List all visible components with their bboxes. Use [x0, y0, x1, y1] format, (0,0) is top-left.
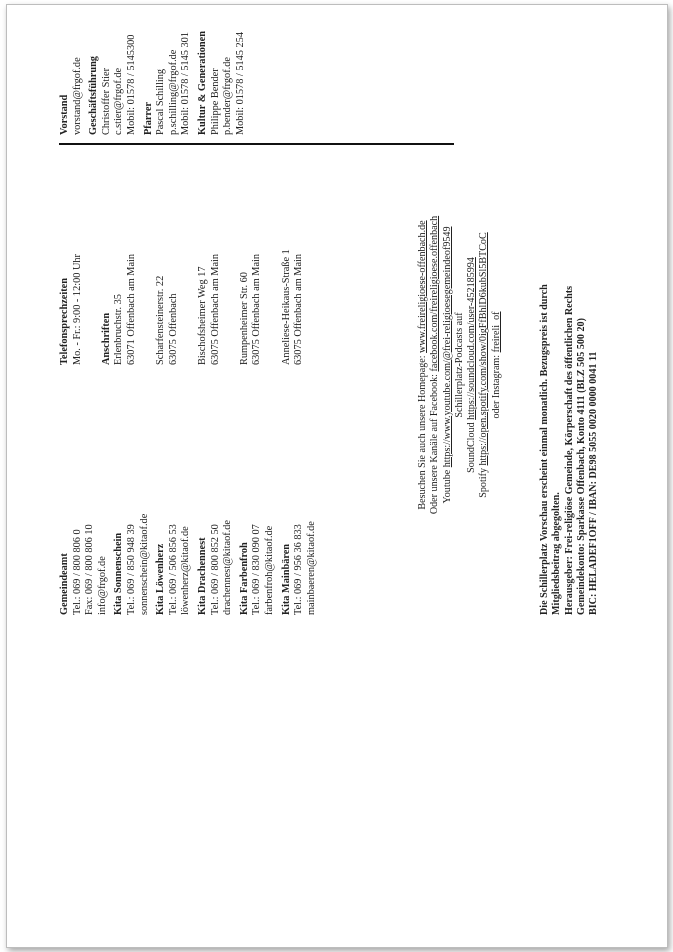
- kita-mail: farbenfroh@kitaof.de: [263, 525, 275, 615]
- gemeindeamt-fax: Fax: 069 / 800 806 10: [84, 524, 96, 615]
- kita-block-2: [197, 365, 235, 615]
- footer-line-1: Die Schillerplatz Vorschau erscheint einmal monatlich. Bezugspreis ist durch: [539, 284, 550, 615]
- kultur-name: Philippe Bender: [209, 68, 221, 135]
- soundcloud-line: [466, 115, 478, 615]
- kita-block-0: [113, 365, 151, 615]
- vorstand-block: [59, 15, 84, 135]
- rotated-content: [59, 15, 619, 615]
- document-page: [6, 4, 668, 948]
- facebook-link[interactable]: facebook.com/freireligioese.offenbach: [429, 215, 441, 372]
- kita-street: Anneliese-Heikaus-Straße 1: [280, 249, 292, 365]
- telefonsprechzeiten-block: [59, 145, 84, 365]
- kita-city: 63071 Offenbach am Main: [125, 253, 137, 365]
- kultur-mobil: Mobil: 01578 / 5145 254: [234, 32, 246, 135]
- soundcloud-link[interactable]: https://soundcloud.com/user-452185994: [466, 257, 478, 420]
- footer-line-2: Mitgliedsbeitrag abgegolten.: [551, 492, 563, 615]
- youtube-line: [442, 115, 454, 615]
- kita-tel: Tel.: 069 / 800 852 50: [209, 524, 221, 615]
- kita-street: Scharfensteinerstr. 22: [155, 275, 167, 365]
- kita-tel: Tel.: 069 / 850 948 39: [125, 524, 137, 615]
- kita-name: Kita Sonnenschein: [113, 532, 125, 615]
- spotify-line: [478, 115, 490, 615]
- kita-city: 63075 Offenbach am Main: [251, 253, 263, 365]
- kita-block-1: [155, 365, 193, 615]
- geschaeftsfuehrung-mobil: Mobil: 01578 / 5145300: [125, 34, 137, 135]
- homepage-link[interactable]: www.freireligioese-offenbach.de: [417, 220, 428, 353]
- gemeindeamt-mail: info@frgof.de: [96, 556, 108, 615]
- soundcloud-prefix: SoundCloud: [466, 419, 478, 473]
- youtube-link[interactable]: https://www.youtube.com/@frei-religioesegemeindeof9549: [441, 226, 453, 468]
- kita-mail: löwenherz@kitaof.de: [180, 526, 192, 615]
- kita-street: Erlenbruchstr. 35: [113, 294, 125, 365]
- kita-block-3: [239, 365, 277, 615]
- kultur-block: [197, 15, 247, 135]
- homepage-line: [417, 115, 429, 615]
- facebook-prefix: Oder unsere Kanäle auf Facebook:: [429, 371, 441, 515]
- kita-mail: sonnenschein@kitaof.de: [138, 513, 150, 615]
- telefonsprechzeiten-title: Telefonsprechzeiten: [59, 278, 70, 365]
- kita-city: 63075 Offenbach am Main: [293, 253, 305, 365]
- staff-column: [59, 15, 454, 145]
- kita-street: Rumpenheimer Str. 60: [238, 272, 250, 365]
- homepage-prefix: Besuchen Sie auch unsere Homepage:: [417, 352, 428, 510]
- anschrift-block-3: [239, 145, 277, 365]
- kita-tel: Tel.: 069 / 506 856 53: [167, 524, 179, 615]
- kultur-mail: p.bender@frgof.de: [222, 57, 234, 135]
- anschrift-block-1: [143, 145, 193, 365]
- gemeindeamt-tel: Tel.: 069 / 800 806 0: [71, 529, 83, 615]
- kita-mail: drachennest@kitaof.de: [222, 520, 234, 615]
- kita-city: 63075 Offenbach: [167, 293, 179, 365]
- pfarrer-mail: p.schilling@frgof.de: [167, 49, 179, 135]
- publication-footer: [539, 25, 600, 615]
- anschrift-block-0: [101, 145, 139, 365]
- addresses-column: [59, 145, 454, 365]
- footer-line-4: Gemeindekonto: Sparkasse Offenbach, Konto 4111 (BLZ 505 500 20): [575, 318, 587, 615]
- anschrift-block-4: [281, 145, 306, 365]
- kita-name: Kita Drachennest: [196, 537, 208, 615]
- instagram-link[interactable]: freireli_of: [490, 311, 502, 353]
- vorstand-title: Vorstand: [59, 94, 70, 135]
- pfarrer-name: Pascal Schilling: [155, 68, 167, 135]
- geschaeftsfuehrung-name: Christoffer Stier: [100, 67, 112, 135]
- kita-street: Bischofsheimer Weg 17: [196, 266, 208, 365]
- gemeindeamt-title: Gemeindeamt: [59, 553, 70, 615]
- gemeindeamt-block: [59, 365, 109, 615]
- kita-name: Kita Löwenherz: [155, 543, 167, 615]
- kita-tel: Tel.: 069 / 830 090 07: [251, 524, 263, 615]
- instagram-line: [491, 115, 503, 615]
- kita-name: Kita Mainbären: [280, 543, 292, 615]
- kita-tel: Tel.: 069 / 956 36 833: [293, 524, 305, 615]
- anschrift-block-2: [197, 145, 235, 365]
- spotify-prefix: Spotify: [478, 465, 490, 498]
- footer-line-5: BIC: HELADEF1OFF / IBAN: DE98 5055 0020 0000 0041 11: [588, 351, 600, 615]
- instagram-prefix: oder Instagram:: [490, 352, 502, 419]
- social-links: [417, 115, 503, 615]
- footer-line-3: Herausgeber: Frei-religiöse Gemeinde, Körperschaft des öffentlichen Rechts: [563, 286, 575, 615]
- pfarrer-mobil: Mobil: 01578 / 5145 301: [180, 32, 192, 135]
- telefonsprechzeiten-hours: Mo. - Fr.: 9:00 - 12:00 Uhr: [71, 254, 83, 365]
- vorstand-mail: vorstand@frgof.de: [71, 57, 83, 135]
- youtube-prefix: Youtube: [441, 467, 453, 504]
- pfarrer-block: [143, 15, 193, 135]
- kita-mail: mainbaeren@kitaof.de: [305, 521, 317, 615]
- geschaeftsfuehrung-title: Geschäftsführung: [88, 56, 100, 135]
- spotify-link[interactable]: https://open.spotify.com/show/0igFfBhlD6kubSl5BTCoC: [478, 232, 490, 466]
- geschaeftsfuehrung-mail: c.stier@frgof.de: [113, 67, 125, 135]
- kita-block-4: [281, 365, 319, 615]
- contact-grid: [59, 15, 454, 615]
- anschriften-title: Anschriften: [100, 312, 112, 365]
- kita-city: 63075 Offenbach am Main: [209, 253, 221, 365]
- pfarrer-title: Pfarrer: [142, 102, 154, 135]
- geschaeftsfuehrung-block: [88, 15, 138, 135]
- contacts-column: [59, 365, 454, 615]
- facebook-line: [429, 115, 441, 615]
- podcast-line: Schillerplatz-Podcasts auf: [453, 312, 465, 418]
- kultur-title: Kultur & Generationen: [196, 31, 208, 135]
- kita-name: Kita Farbenfroh: [238, 542, 250, 615]
